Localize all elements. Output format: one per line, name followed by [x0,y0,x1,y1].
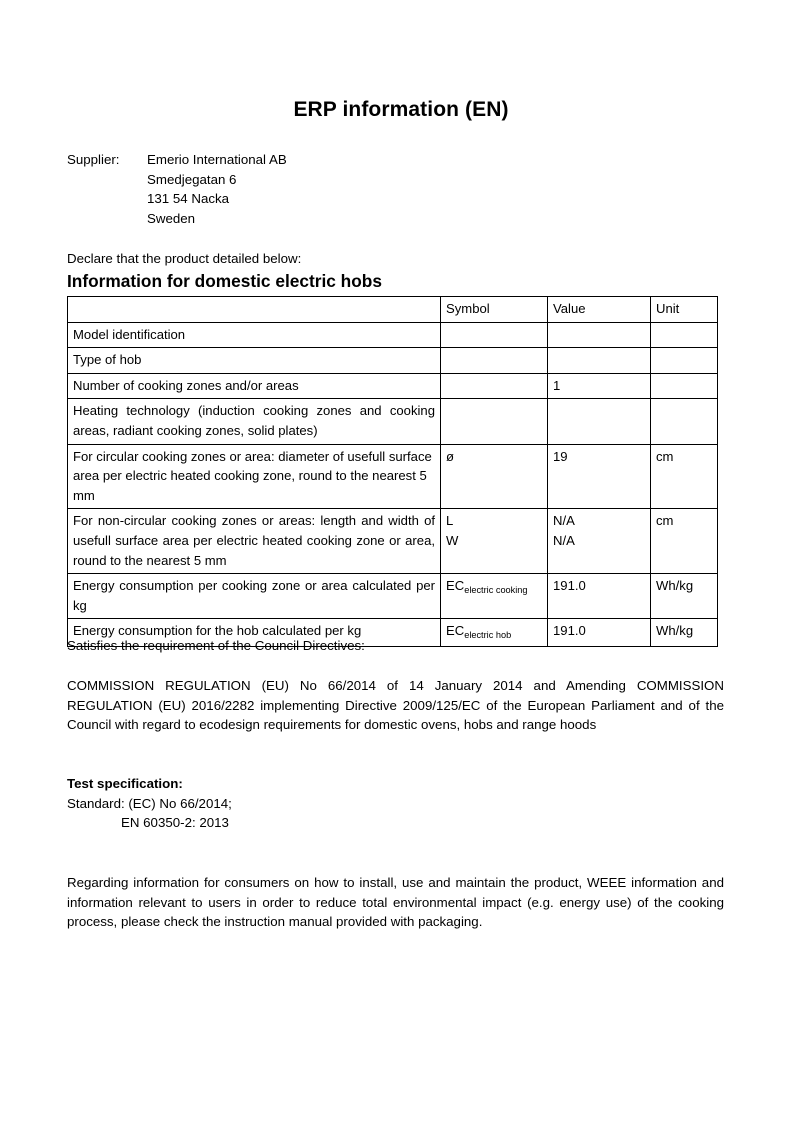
row-symbol [441,619,548,647]
table-row [68,574,718,619]
symbol-base: EC [446,578,465,594]
row-unit [651,399,718,444]
test-specification-en: EN 60350-2: 2013 [121,815,229,831]
table-row [68,348,718,374]
row-description: Type of hob [68,348,441,374]
row-description: Model identification [68,322,441,348]
erp-information-table [67,296,718,647]
row-value [548,509,651,574]
row-unit: cm [651,509,718,574]
supplier-address [147,150,287,228]
test-specification-title: Test specification: [67,776,183,791]
row-unit: cm [651,444,718,509]
row-symbol [441,322,548,348]
table-row [68,373,718,399]
consumer-information-paragraph: Regarding information for consumers on how to install, use and maintain the product, WEEE information and information relevant to users in order to reduce total environmental impact (e.g. energy use) of the cooking process, please check the instruction manual provided with packaging. [67,875,724,930]
table-row [68,509,718,574]
symbol-length: L [446,513,454,529]
row-value: 191.0 [548,619,651,647]
row-description: For non-circular cooking zones or areas: length and width of usefull surface area per electric heated cooking zone or area, round to the nearest 5 mm [68,509,441,574]
value-length: N/A [553,513,575,529]
column-header-unit: Unit [651,297,718,323]
table-row [68,399,718,444]
test-specification-block [67,774,232,833]
column-header-value: Value [548,297,651,323]
symbol-base: EC [446,623,465,639]
regulation-paragraph: COMMISSION REGULATION (EU) No 66/2014 of 14 January 2014 and Amending COMMISSION REGULATION (EU) 2016/2282 implementing Directive 2009/125/EC of the European Parliament and of the Council with regard to ecodesign requirements for domestic ovens, hobs and range hoods [67,678,724,733]
row-symbol [441,399,548,444]
test-specification-standard: Standard: (EC) No 66/2014; [67,795,232,811]
value-width: N/A [553,532,575,548]
supplier-row [67,150,287,228]
row-value: 191.0 [548,574,651,619]
row-description: Heating technology (induction cooking zones and cooking areas, radiant cooking zones, solid plates) [68,399,441,444]
supplier-address-line: Emerio International AB [147,152,287,167]
row-unit: Wh/kg [651,619,718,647]
row-symbol-diameter: ø [441,444,548,509]
declare-statement: Declare that the product detailed below: [67,251,302,266]
symbol-width: W [446,532,459,548]
row-value [548,348,651,374]
column-header-symbol: Symbol [441,297,548,323]
supplier-address-line: 131 54 Nacka [147,191,230,207]
section-heading: Information for domestic electric hobs [67,271,382,291]
supplier-block [67,150,287,228]
row-description: Number of cooking zones and/or areas [68,373,441,399]
row-symbol [441,373,548,399]
row-value: 19 [548,444,651,509]
row-description: For circular cooking zones or area: diameter of usefull surface area per electric heated cooking zone, round to the nearest 5 mm [68,444,441,509]
table-header-row [68,297,718,323]
row-description: Energy consumption for the hob calculated per kg [68,619,441,647]
row-value: 1 [548,373,651,399]
symbol-subscript: electric cooking [464,584,528,595]
row-value [548,399,651,444]
supplier-address-line: Smedjegatan 6 [147,171,237,187]
row-symbol [441,509,548,574]
column-header-description [68,297,441,323]
table-row [68,444,718,509]
row-unit: Wh/kg [651,574,718,619]
row-symbol [441,574,548,619]
supplier-label: Supplier: [67,152,120,167]
row-symbol [441,348,548,374]
page-title: ERP information (EN) [293,98,509,121]
symbol-subscript: electric hob [464,629,512,640]
table-row [68,322,718,348]
row-unit [651,348,718,374]
satisfies-statement: Satisfies the requirement of the Council Directives: [67,638,365,653]
row-description: Energy consumption per cooking zone or area calculated per kg [68,574,441,619]
supplier-address-line: Sweden [147,210,196,226]
row-value [548,322,651,348]
row-unit [651,373,718,399]
row-unit [651,322,718,348]
